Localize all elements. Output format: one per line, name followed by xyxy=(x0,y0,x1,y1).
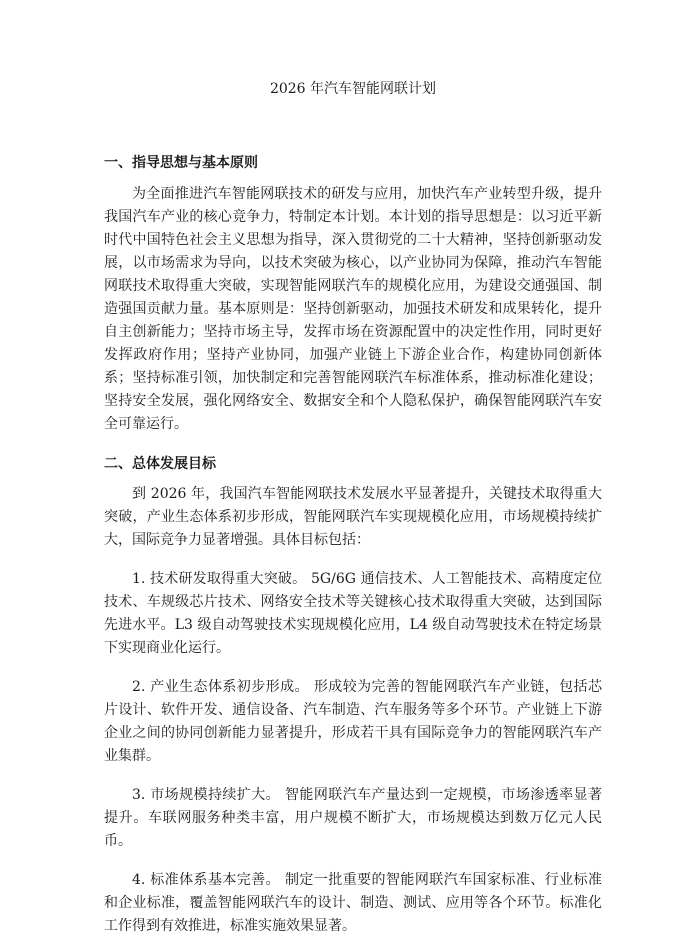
section-heading-guiding-principles: 一、指导思想与基本原则 xyxy=(104,155,258,171)
goal-item-market-scale: 3. 市场规模持续扩大。 智能网联汽车产量达到一定规模，市场渗透率显著提升。车联网服务种类丰富，用户规模不断扩大，市场规模达到数万亿元人民币。 xyxy=(104,787,602,849)
section-paragraph: 为全面推进汽车智能网联技术的研发与应用，加快汽车产业转型升级，提升我国汽车产业的核心竞争力，特制定本计划。本计划的指导思想是：以习近平新时代中国特色社会主义思想为指导，深入贯彻党的二十大精神，坚持创新驱动发展，以市场需求为导向，以技术突破为核心，以产业协同为保障，推动汽车智能网联技术取得重大突破，实现智能网联汽车的规模化应用，为建设交通强国、制造强国贡献力量。基本原则是：坚持创新驱动，加强技术研发和成果转化，提升自主创新能力；坚持市场主导，发挥市场在资源配置中的决定性作用，同时更好发挥政府作用；坚持产业协同，加强产业链上下游企业合作，构建协同创新体系；坚持标准引领，加快制定和完善智能网联汽车标准体系，推动标准化建设；坚持安全发展，强化网络安全、数据安全和个人隐私保护，确保智能网联汽车安全可靠运行。 xyxy=(104,186,602,432)
goal-item-industry-ecosystem: 2. 产业生态体系初步形成。 形成较为完善的智能网联汽车产业链，包括芯片设计、软件开发、通信设备、汽车制造、汽车服务等多个环节。产业链上下游企业之间的协同创新能力显著提升，形成若干具有国际竞争力的智能网联汽车产业集群。 xyxy=(104,679,602,764)
section-heading-development-goals: 二、总体发展目标 xyxy=(104,456,216,472)
document-title: 2026 年汽车智能网联计划 xyxy=(269,81,437,97)
goal-item-tech-breakthrough: 1. 技术研发取得重大突破。 5G/6G 通信技术、人工智能技术、高精度定位技术、车规级芯片技术、网络安全技术等关键核心技术取得重大突破，达到国际先进水平。L3 级自动驾驶技术实现规模化应用，L4 级自动驾驶技术在特定场景下实现商业化运行。 xyxy=(104,571,602,656)
section-paragraph: 到 2026 年，我国汽车智能网联技术发展水平显著提升，关键技术取得重大突破，产业生态体系初步形成，智能网联汽车实现规模化应用，市场规模持续扩大，国际竞争力显著增强。具体目标包括： xyxy=(104,486,602,548)
goal-item-standards-system: 4. 标准体系基本完善。 制定一批重要的智能网联汽车国家标准、行业标准和企业标准，覆盖智能网联汽车的设计、制造、测试、应用等各个环节。标准化工作得到有效推进，标准实施效果显著。 xyxy=(104,872,602,934)
